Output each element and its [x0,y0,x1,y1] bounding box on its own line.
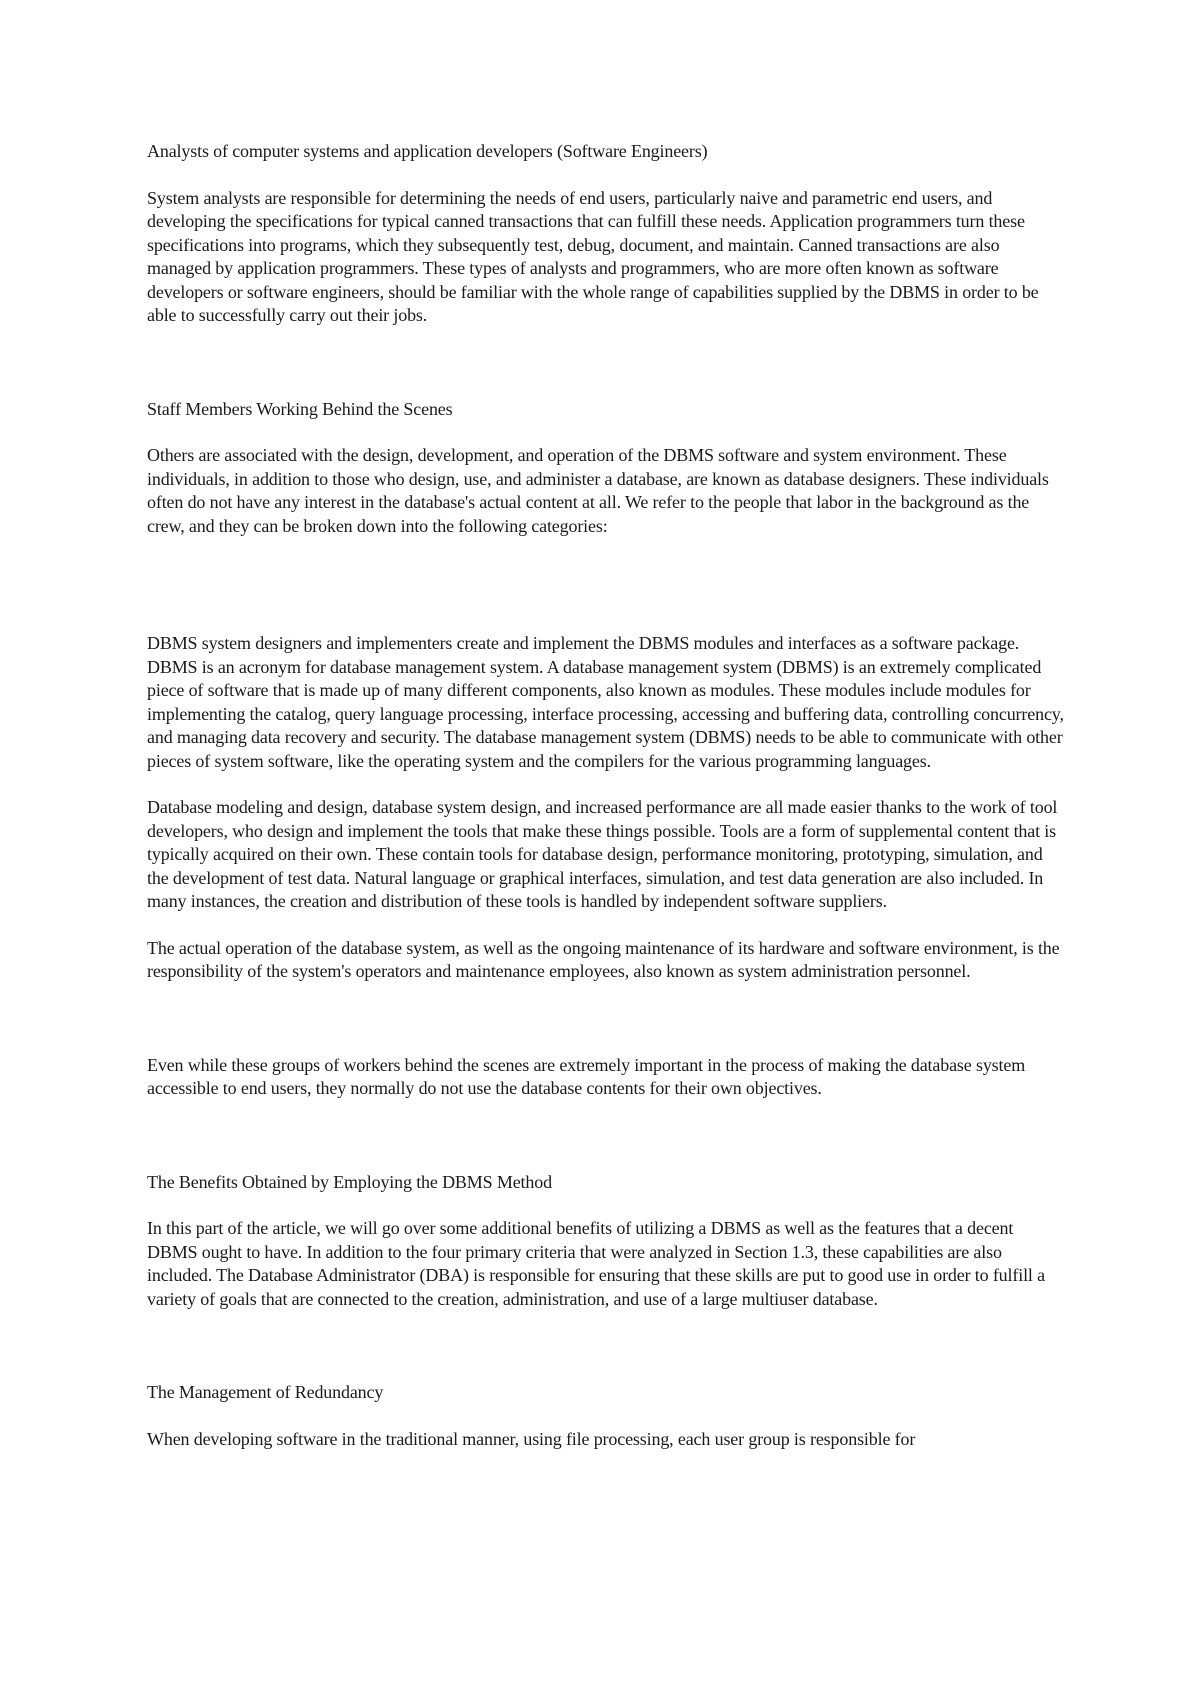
spacer [147,1101,1067,1171]
section-heading-redundancy: The Management of Redundancy [147,1382,384,1402]
spacer [147,1405,1067,1428]
paragraph-benefits: In this part of the article, we will go over some additional benefits of utilizing a DBMS as well as the features that a decent DBMS ought to have. In addition to the four primary criteria that were analyzed in Section 1.3, these capabilities are also included. The Database Administrator (DBA) is responsible for ensuring that these skills are put to good use in order to fulfill a variety of goals that are connected to the creation, administration, and use of a large multiuser database. [147,1218,1045,1309]
paragraph-operators: The actual operation of the database system, as well as the ongoing maintenance of its hardware and software environment, is the responsibility of the system's operators and maintenance employees, also known as system administration personnel. [147,937,1060,981]
spacer [147,984,1067,1054]
paragraph-system-analysts: System analysts are responsible for determining the needs of end users, particularly naive and parametric end users, and developing the specifications for typical canned transactions that can fulfill these needs. Application programmers turn these specifications into programs, which they subsequently test, debug, document, and maintain. Canned transactions are also managed by application programmers. These types of analysts and programmers, who are more often known as software developers or software engineers, should be familiar with the whole range of capabilities supplied by the DBMS in order to be able to successfully carry out their jobs. [147,187,1039,325]
paragraph-dbms-designers: DBMS system designers and implementers create and implement the DBMS modules and interfaces as a software package. DBMS is an acronym for database management system. A database management system (DBMS) is an extremely complicated piece of software that is made up of many different components, also known as modules. These modules include modules for implementing the catalog, query language processing, interface processing, accessing and buffering data, controlling concurrency, and managing data recovery and security. The database management system (DBMS) needs to be able to communicate with other pieces of system software, like the operating system and the compilers for the various programming languages. [147,633,1064,771]
spacer [147,421,1067,444]
spacer [147,328,1067,398]
spacer [147,1194,1067,1217]
paragraph-redundancy: When developing software in the traditional manner, using file processing, each user group is responsible for [147,1428,916,1449]
section-heading-analysts: Analysts of computer systems and application developers (Software Engineers) [147,141,708,161]
document-page [147,140,1067,1451]
spacer [147,164,1067,187]
paragraph-others-associated: Others are associated with the design, development, and operation of the DBMS software and system environment. These individuals, in addition to those who design, use, and administer a database, are known as database designers. These individuals often do not have any interest in the database's actual content at all. We refer to the people that labor in the background as the crew, and they can be broken down into the following categories: [147,445,1049,536]
paragraph-behind-scenes-groups: Even while these groups of workers behind the scenes are extremely important in the process of making the database system accessible to end users, they normally do not use the database contents for their own objectives. [147,1054,1026,1098]
spacer [147,1311,1067,1381]
spacer [147,773,1067,796]
paragraph-tool-developers: Database modeling and design, database system design, and increased performance are all made easier thanks to the work of tool developers, who design and implement the tools that make these things possible. Tools are a form of supplemental content that is typically acquired on their own. These contain tools for database design, performance monitoring, prototyping, simulation, and the development of test data. Natural language or graphical interfaces, simulation, and test data generation are also included. In many instances, the creation and distribution of these tools is handled by independent software suppliers. [147,797,1058,911]
spacer [147,914,1067,937]
section-heading-benefits: The Benefits Obtained by Employing the DBMS Method [147,1171,552,1192]
spacer [147,538,1067,632]
section-heading-staff: Staff Members Working Behind the Scenes [147,398,453,419]
